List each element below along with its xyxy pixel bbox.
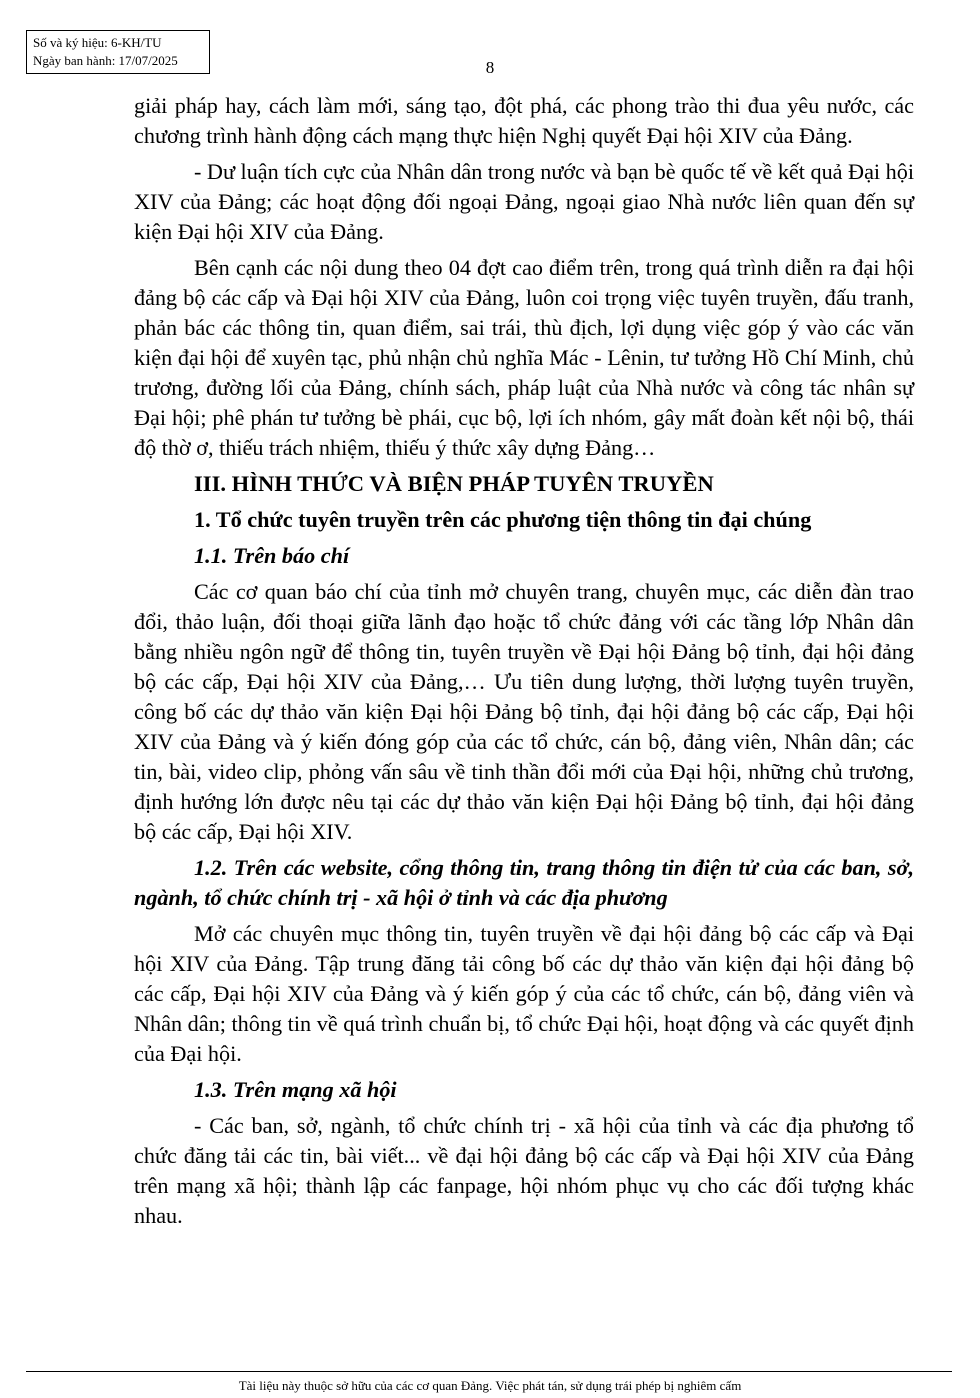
footer-divider (26, 1371, 952, 1372)
paragraph-continuation: giải pháp hay, cách làm mới, sáng tạo, đột phá, các phong trào thi đua yêu nước, các chương trình hành động cách mạng thực hiện Nghị quyết Đại hội XIV của Đảng. (134, 93, 914, 148)
heading-websites: 1.2. Trên các website, cổng thông tin, trang thông tin điện tử của các ban, sở, ngành, tổ chức chính trị - xã hội ở tỉnh và các địa phương (134, 855, 914, 910)
issue-date: Ngày ban hành: 17/07/2025 (33, 53, 178, 68)
paragraph-websites: Mở các chuyên mục thông tin, tuyên truyền về đại hội đảng bộ các cấp và Đại hội XIV của Đảng. Tập trung đăng tải công bố các dự thảo văn kiện đại hội đảng bộ các cấp, Đại hội XIV của Đảng và ý kiến góp ý của các tổ chức, cán bộ, đảng viên và Nhân dân; thông tin về quá trình chuẩn bị, tổ chức Đại hội, hoạt động và các quyết định của Đại hội. (134, 921, 914, 1066)
paragraph-social-media: - Các ban, sở, ngành, tổ chức chính trị - xã hội của tỉnh và các địa phương tổ chức đăng tải các tin, bài viết... về đại hội đảng bộ các cấp và Đại hội XIV của Đảng trên mạng xã hội; thành lập các fanpage, hội nhóm phục vụ cho các đối tượng khác nhau. (134, 1113, 914, 1228)
paragraph-countering-misinformation: Bên cạnh các nội dung theo 04 đợt cao điểm trên, trong quá trình diễn ra đại hội đảng bộ các cấp và Đại hội XIV của Đảng, luôn coi trọng việc tuyên truyền, đấu tranh, phản bác các thông tin, quan điểm, sai trái, thù địch, lợi dụng việc góp ý vào các văn kiện đại hội để xuyên tạc, phủ nhận chủ nghĩa Mác - Lênin, tư tưởng Hồ Chí Minh, chủ trương, đường lối của Đảng, chính sách, pháp luật của Nhà nước và công tác nhân sự Đại hội; phê phán tư tưởng bè phái, cục bộ, lợi ích nhóm, gây mất đoàn kết nội bộ, thái độ thờ ơ, thiếu trách nhiệm, thiếu ý thức xây dựng Đảng… (134, 255, 914, 460)
document-body (134, 91, 914, 1237)
reference-number: Số và ký hiệu: 6-KH/TU (33, 35, 162, 50)
footer-notice: Tài liệu này thuộc sở hữu của các cơ quan Đảng. Việc phát tán, sử dụng trái phép bị nghiêm cấm (238, 1378, 742, 1393)
paragraph-press: Các cơ quan báo chí của tỉnh mở chuyên trang, chuyên mục, các diễn đàn trao đổi, thảo luận, đối thoại giữa lãnh đạo hoặc tổ chức đảng với các tầng lớp Nhân dân bằng nhiều ngôn ngữ để thông tin, tuyên truyền về Đại hội Đảng bộ tỉnh, đại hội đảng bộ các cấp, Đại hội XIV của Đảng,… Ưu tiên dung lượng, thời lượng tuyên truyền, công bố các dự thảo văn kiện Đại hội Đảng bộ tỉnh, đại hội đảng bộ các cấp, Đại hội XIV của Đảng và ý kiến đóng góp của các tổ chức, cán bộ, đảng viên, Nhân dân; các tin, bài, video clip, phỏng vấn sâu về tinh thần đổi mới của Đại hội, những chủ trương, định hướng lớn được nêu tại các dự thảo văn kiện Đại hội Đảng bộ tỉnh, đại hội đảng bộ các cấp, Đại hội XIV. (134, 579, 914, 844)
section-heading-iii: III. HÌNH THỨC VÀ BIỆN PHÁP TUYÊN TRUYỀN (194, 471, 714, 496)
heading-press: 1.1. Trên báo chí (194, 543, 350, 568)
heading-mass-media: 1. Tổ chức tuyên truyền trên các phương tiện thông tin đại chúng (194, 507, 812, 532)
heading-social-media: 1.3. Trên mạng xã hội (194, 1077, 397, 1102)
paragraph-public-opinion: - Dư luận tích cực của Nhân dân trong nước và bạn bè quốc tế về kết quả Đại hội XIV của Đảng; các hoạt động đối ngoại Đảng, ngoại giao Nhà nước liên quan đến sự kiện Đại hội XIV của Đảng. (134, 159, 914, 244)
page-number: 8 (485, 58, 495, 77)
